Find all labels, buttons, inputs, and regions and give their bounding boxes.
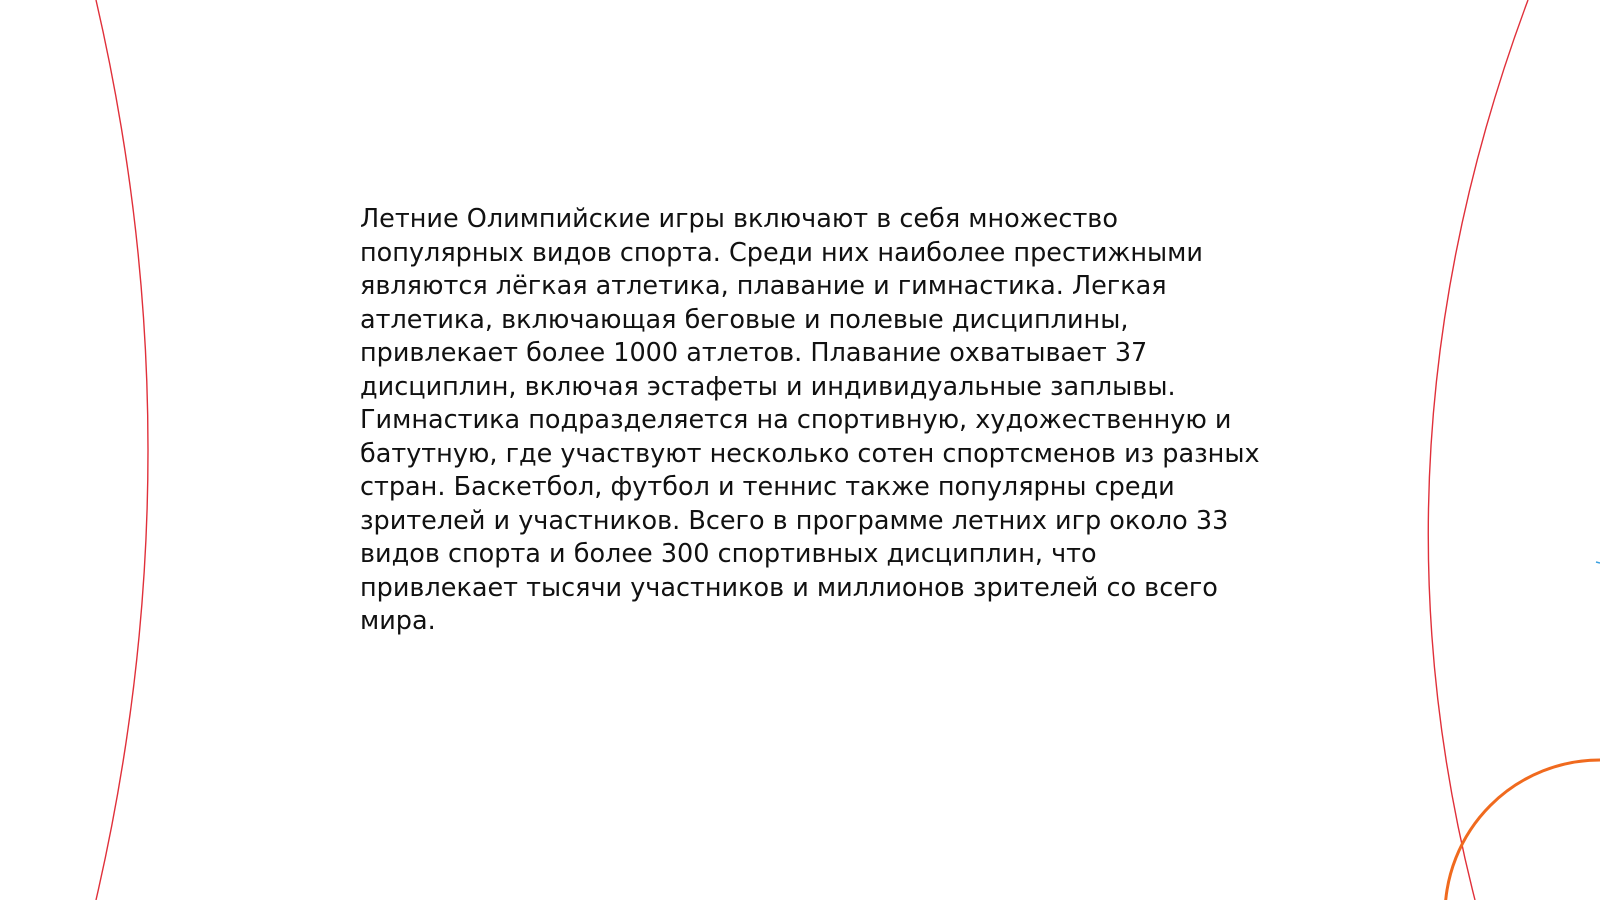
corner-arc (1445, 760, 1600, 900)
main-paragraph: Летние Олимпийские игры включают в себя множество популярных видов спорта. Среди них наиболее престижными являются лёгкая атлетика, плавание и гимнастика. Легкая атлетика, включающая беговые и полевые дисциплины, привлекает более 1000 атлетов. Плавание охватывает 37 дисциплин, включая эстафеты и индивидуальные заплывы. Гимнастика подразделяется на спортивную, художественную и батутную, где участвуют несколько сотен спортсменов из разных стран. Баскетбол, футбол и теннис также популярны среди зрителей и участников. Всего в программе летних игр около 33 видов спорта и более 300 спортивных дисциплин, что привлекает тысячи участников и миллионов зрителей со всего мира. (360, 204, 1260, 636)
accent-blue-mark (1596, 562, 1600, 563)
right-curve (1428, 0, 1528, 900)
left-curve (96, 0, 148, 900)
